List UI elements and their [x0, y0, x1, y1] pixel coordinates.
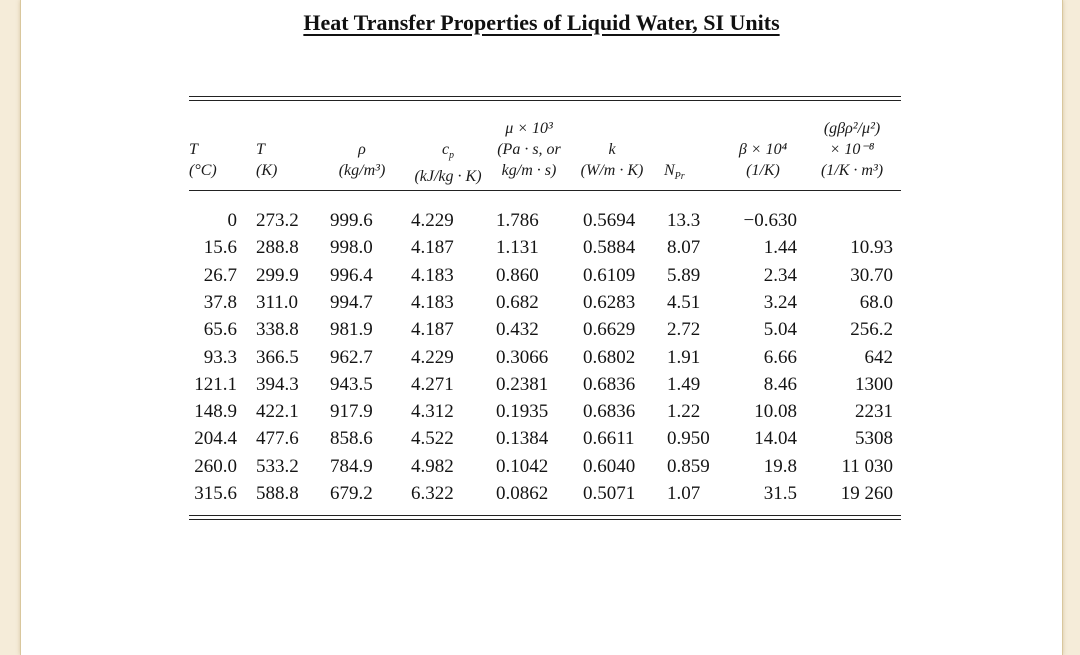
cell-tc: 65.6: [203, 319, 237, 341]
header-grashof-factor: (gβρ²/μ²) × 10⁻⁸ (1/K · m³): [820, 120, 884, 179]
cell-k: 0.5884: [583, 237, 636, 259]
cell-npr: 4.51: [667, 291, 701, 313]
cell-k: 0.6836: [583, 373, 636, 395]
cell-npr: 1.22: [667, 401, 701, 423]
cell-tc: 315.6: [194, 483, 237, 504]
cell-k: 0.6109: [583, 264, 636, 286]
cell-rho: 981.9: [330, 319, 373, 341]
cell-npr: 1.07: [667, 483, 701, 504]
cell-gb: 1300: [855, 373, 893, 395]
cell-cp: 4.229: [411, 210, 454, 231]
cell-tk: 366.5: [256, 346, 299, 368]
cell-beta: 19.8: [763, 455, 797, 477]
cell-npr: 1.91: [667, 346, 701, 368]
cell-beta: 10.08: [754, 401, 797, 423]
cell-beta: 14.04: [754, 428, 797, 450]
cell-tc: 0: [227, 210, 237, 231]
cell-k: 0.5071: [583, 483, 636, 504]
top-rule: [189, 96, 901, 97]
header-temp-kelvin: T (K): [256, 141, 278, 179]
cell-gb: 68.0: [859, 291, 893, 313]
cell-rho: 943.5: [330, 373, 373, 395]
cell-k: 0.6802: [583, 346, 636, 368]
cell-cp: 6.322: [411, 483, 454, 504]
cell-rho: 784.9: [330, 455, 373, 477]
cell-npr: 1.49: [667, 373, 701, 395]
cell-cp: 4.271: [411, 373, 454, 395]
cell-k: 0.5694: [583, 210, 636, 231]
cell-rho: 994.7: [330, 291, 373, 313]
cell-mu: 0.2381: [496, 373, 549, 395]
cell-mu: 0.1384: [496, 428, 549, 450]
cell-gb: 19 260: [840, 483, 893, 504]
header-conductivity: k (W/m · K): [580, 141, 644, 179]
cell-mu: 1.786: [496, 210, 539, 231]
cell-rho: 679.2: [330, 483, 373, 504]
cell-tk: 311.0: [256, 291, 299, 313]
cell-cp: 4.982: [411, 455, 454, 477]
cell-cp: 4.229: [411, 346, 454, 368]
cell-gb: 11 030: [841, 455, 893, 477]
cell-tk: 273.2: [256, 210, 299, 231]
cell-rho: 917.9: [330, 401, 373, 423]
cell-tk: 338.8: [256, 319, 299, 341]
cell-rho: 996.4: [330, 264, 373, 286]
cell-tk: 533.2: [256, 455, 299, 477]
header-beta: β × 10⁴ (1/K): [738, 141, 788, 179]
cell-gb: 30.70: [850, 264, 893, 286]
cell-cp: 4.522: [411, 428, 454, 450]
header-rule: [189, 190, 901, 191]
cell-npr: 0.950: [667, 428, 710, 450]
cell-npr: 5.89: [667, 264, 701, 286]
cell-npr: 8.07: [667, 237, 701, 259]
cell-tc: 204.4: [194, 428, 237, 450]
cell-beta: 31.5: [763, 483, 797, 504]
cell-mu: 0.860: [496, 264, 539, 286]
cell-beta: 3.24: [763, 291, 797, 313]
cell-tc: 148.9: [194, 401, 237, 423]
header-temp-celsius: T (°C): [189, 141, 217, 179]
cell-tk: 299.9: [256, 264, 299, 286]
header-density: ρ (kg/m³): [338, 141, 386, 179]
cell-tc: 121.1: [194, 373, 237, 395]
cell-beta: 2.34: [763, 264, 797, 286]
cell-beta: 1.44: [763, 237, 797, 259]
cell-gb: 2231: [855, 401, 893, 423]
cell-k: 0.6629: [583, 319, 636, 341]
cell-k: 0.6611: [583, 428, 635, 450]
cell-rho: 999.6: [330, 210, 373, 231]
cell-mu: 0.682: [496, 291, 539, 313]
table-title: Heat Transfer Properties of Liquid Water, SI Units: [303, 10, 780, 35]
cell-mu: 0.1935: [496, 401, 549, 423]
cell-gb: 10.93: [850, 237, 893, 259]
cell-tc: 15.6: [203, 237, 237, 259]
cell-tk: 394.3: [256, 373, 299, 395]
cell-mu: 0.3066: [496, 346, 549, 368]
cell-mu: 0.432: [496, 319, 539, 341]
cell-tk: 422.1: [256, 401, 299, 423]
cell-rho: 962.7: [330, 346, 373, 368]
bottom-rule: [189, 515, 901, 516]
cell-mu: 1.131: [496, 237, 539, 259]
cell-cp: 4.187: [411, 237, 454, 259]
cell-beta: 8.46: [763, 373, 797, 395]
cell-gb: 642: [864, 346, 893, 368]
cell-tc: 260.0: [194, 455, 237, 477]
cell-npr: 2.72: [667, 319, 701, 341]
cell-cp: 4.312: [411, 401, 454, 423]
cell-k: 0.6040: [583, 455, 636, 477]
cell-mu: 0.1042: [496, 455, 549, 477]
cell-tc: 93.3: [203, 346, 237, 368]
header-viscosity: μ × 10³ (Pa · s, or kg/m · s): [497, 120, 561, 179]
cell-k: 0.6283: [583, 291, 636, 313]
cell-mu: 0.0862: [496, 483, 549, 504]
cell-tc: 26.7: [203, 264, 237, 286]
cell-k: 0.6836: [583, 401, 636, 423]
cell-cp: 4.183: [411, 291, 454, 313]
cell-tk: 288.8: [256, 237, 299, 259]
cell-tc: 37.8: [203, 291, 237, 313]
cell-rho: 858.6: [330, 428, 373, 450]
cell-beta: 5.04: [763, 319, 797, 341]
cell-gb: 256.2: [850, 319, 893, 341]
cell-rho: 998.0: [330, 237, 373, 259]
bottom-rule-2: [189, 519, 901, 520]
cell-npr: 13.3: [667, 210, 701, 231]
cell-tk: 477.6: [256, 428, 299, 450]
header-specific-heat: $c_p$ (kJ/kg · K): [414, 141, 482, 186]
document-page: [20, 0, 1063, 655]
cell-tk: 588.8: [256, 483, 299, 504]
header-prandtl: $N_{Pr}$: [664, 162, 685, 183]
cell-npr: 0.859: [667, 455, 710, 477]
top-rule-2: [189, 100, 901, 101]
cell-cp: 4.187: [411, 319, 454, 341]
cell-gb: 5308: [855, 428, 893, 450]
cell-beta: −0.630: [743, 210, 797, 231]
cell-beta: 6.66: [763, 346, 797, 368]
cell-cp: 4.183: [411, 264, 454, 286]
